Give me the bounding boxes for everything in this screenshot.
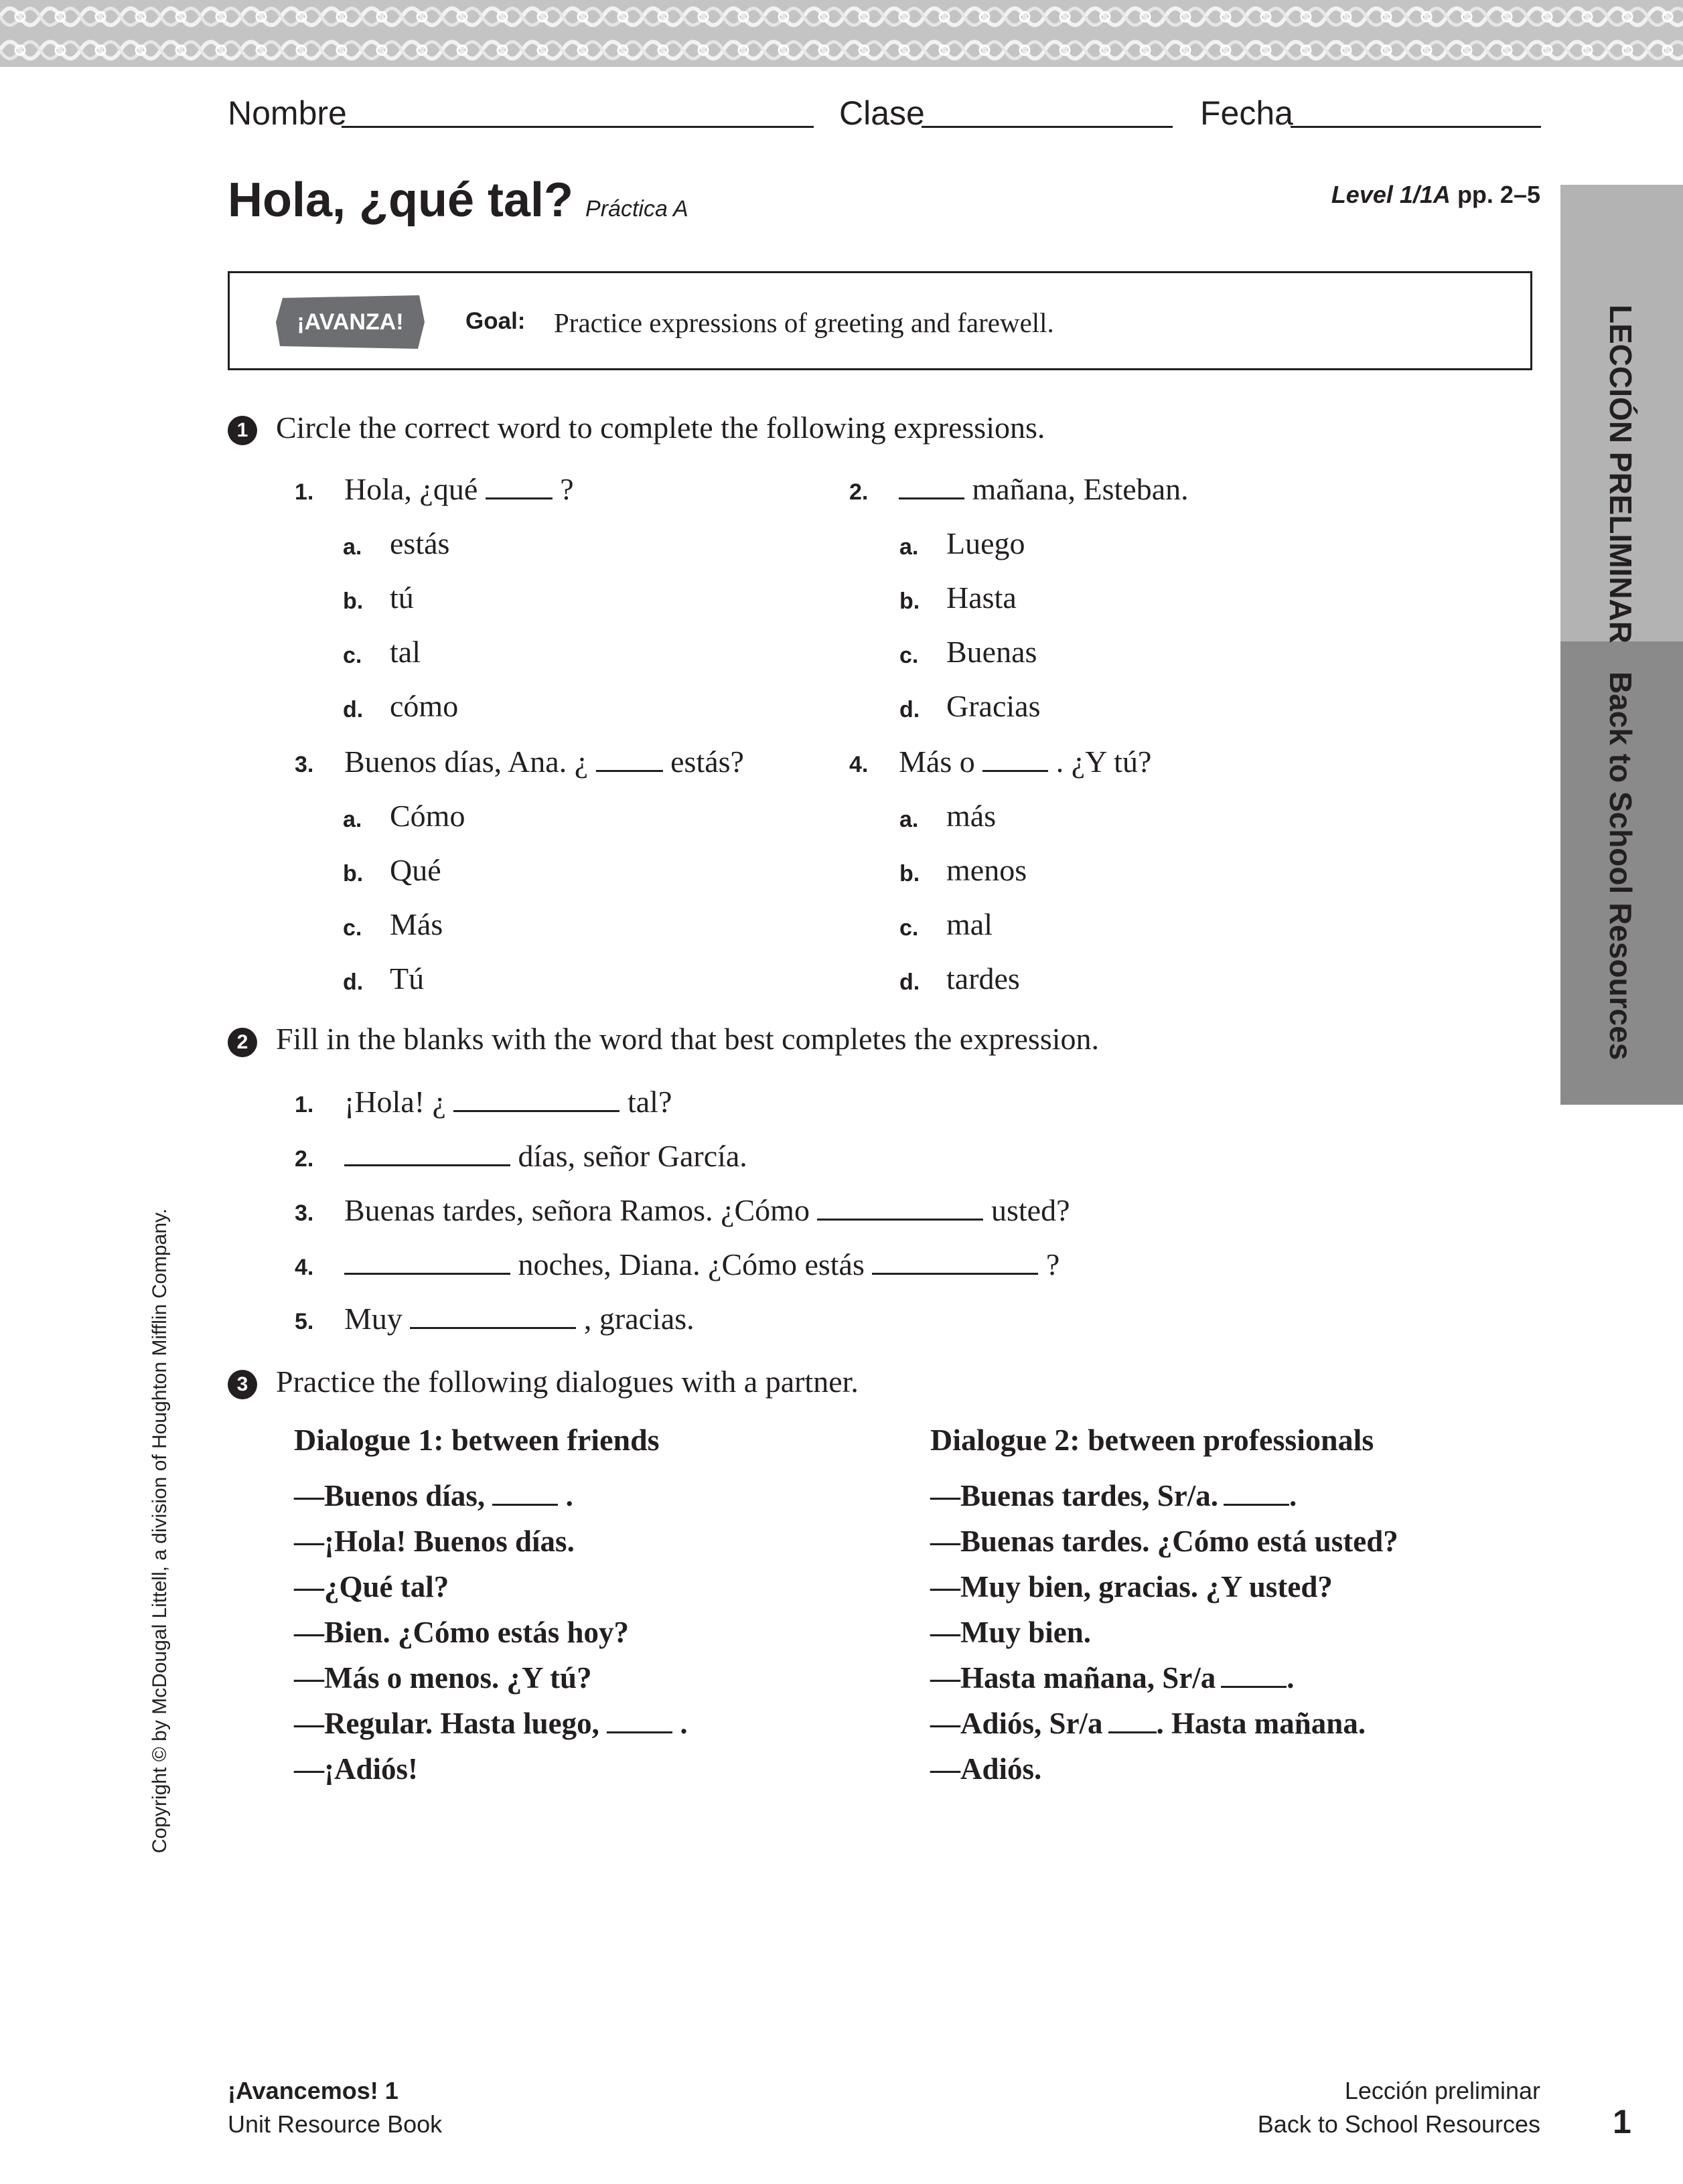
line-text: —Hasta mañana, Sr/a	[930, 1661, 1216, 1695]
item-number: 1.	[295, 1092, 314, 1117]
line-text: —Adiós, Sr/a	[930, 1707, 1103, 1740]
answer-blank[interactable]	[453, 1109, 619, 1112]
option-letter: b.	[899, 589, 920, 614]
page-title	[228, 173, 688, 228]
footer-book-subtitle: Unit Resource Book	[228, 2110, 443, 2138]
question-text	[899, 744, 1151, 779]
name-blank[interactable]	[607, 1731, 672, 1733]
question-post: . ¿Y tú?	[1055, 745, 1152, 779]
fecha-label: Fecha	[1200, 94, 1293, 132]
dialogue-line: —Más o menos. ¿Y tú?	[294, 1661, 592, 1695]
option-letter: c.	[343, 915, 362, 941]
name-blank[interactable]	[492, 1503, 558, 1506]
activity-3-number: 3	[228, 1370, 257, 1399]
dialogue-line	[294, 1706, 688, 1741]
dialogue-line: —¡Adiós!	[294, 1752, 419, 1786]
question-number: 3.	[295, 752, 314, 777]
option-text[interactable]: Hasta	[946, 580, 1017, 615]
answer-blank[interactable]	[872, 1272, 1038, 1275]
dialogue-line: —¿Qué tal?	[294, 1570, 449, 1604]
line-text: .	[680, 1707, 688, 1740]
title-subtitle: Práctica A	[585, 196, 688, 222]
side-tab-lesson-text: LECCIÓN PRELIMINAR	[1603, 305, 1638, 643]
page-number: 1	[1613, 2103, 1631, 2140]
answer-blank[interactable]	[344, 1164, 510, 1166]
activity-1-instruction: Circle the correct word to complete the following expressions.	[276, 410, 1045, 445]
copyright-notice: Copyright © by McDougal Littell, a division of Houghton Mifflin Company.	[149, 1208, 171, 1853]
dialogue-2-title: Dialogue 2: between professionals	[930, 1423, 1374, 1457]
nombre-label: Nombre	[228, 94, 347, 132]
footer-section: Back to School Resources	[1257, 2110, 1540, 2138]
option-text[interactable]: Tú	[390, 961, 425, 996]
footer-book-title: ¡Avancemos! 1	[228, 2077, 398, 2104]
item-text: ¡Hola! ¿	[344, 1085, 446, 1119]
item-text: Buenas tardes, señora Ramos. ¿Cómo	[344, 1193, 810, 1227]
option-letter: b.	[899, 861, 920, 886]
activity-3-instruction: Practice the following dialogues with a partner.	[276, 1364, 859, 1399]
item-text: días, señor García.	[518, 1139, 747, 1173]
question-number: 1.	[295, 479, 314, 505]
option-text[interactable]: cómo	[390, 689, 459, 723]
dialogue-line	[294, 1478, 573, 1513]
dialogue-1-title: Dialogue 1: between friends	[294, 1423, 660, 1457]
fill-item	[344, 1138, 747, 1174]
option-letter: a.	[343, 807, 362, 832]
title-main: Hola, ¿qué tal?	[228, 173, 574, 227]
item-number: 2.	[295, 1146, 314, 1172]
dialogue-line	[930, 1660, 1295, 1695]
item-text: , gracias.	[583, 1302, 694, 1336]
clase-field[interactable]	[922, 126, 1173, 128]
option-letter: c.	[899, 915, 919, 941]
activity-2-number: 2	[228, 1028, 257, 1057]
side-tab-section-text: Back to School Resources	[1603, 672, 1638, 1061]
dialogue-line	[930, 1706, 1366, 1741]
footer-lesson: Lección preliminar	[1344, 2077, 1540, 2104]
dialogue-line: —Bien. ¿Cómo estás hoy?	[294, 1616, 630, 1649]
dialogue-line: —Adiós.	[930, 1752, 1042, 1786]
goal-label: Goal:	[465, 308, 526, 334]
option-text[interactable]: Luego	[946, 526, 1025, 560]
decorative-banner	[0, 0, 1683, 67]
question-pre: Buenos días, Ana. ¿	[344, 745, 589, 779]
option-letter: d.	[343, 969, 364, 995]
item-text: tal?	[627, 1085, 672, 1119]
answer-blank[interactable]	[596, 769, 663, 772]
dialogue-line: —Muy bien, gracias. ¿Y usted?	[930, 1570, 1333, 1604]
option-letter: b.	[343, 861, 364, 886]
clase-label: Clase	[839, 94, 925, 132]
line-text: .	[1287, 1661, 1295, 1695]
question-post: mañana, Esteban.	[972, 472, 1189, 506]
fill-item	[344, 1192, 1070, 1228]
item-number: 5.	[295, 1309, 314, 1334]
activity-1-number: 1	[228, 416, 257, 445]
dialogue-line: —Buenas tardes. ¿Cómo está usted?	[930, 1525, 1398, 1558]
level-label: Level 1/1A	[1331, 181, 1451, 208]
option-text[interactable]: Gracias	[946, 689, 1041, 723]
option-text[interactable]: Qué	[390, 853, 441, 887]
option-letter: b.	[343, 589, 364, 614]
item-number: 3.	[295, 1200, 314, 1226]
dialogue-line: —¡Hola! Buenos días.	[294, 1525, 575, 1558]
name-blank[interactable]	[1221, 1685, 1287, 1688]
option-text[interactable]: tal	[390, 635, 421, 669]
line-text: . Hasta mañana.	[1156, 1707, 1366, 1740]
option-letter: d.	[899, 969, 920, 995]
fill-item	[344, 1247, 1059, 1282]
item-text: ?	[1045, 1247, 1060, 1281]
page-range: pp. 2–5	[1457, 181, 1540, 208]
level-reference	[1331, 181, 1540, 209]
option-letter: c.	[899, 643, 919, 668]
answer-blank[interactable]	[982, 769, 1048, 772]
question-pre: Más o	[899, 745, 975, 779]
question-post: estás?	[670, 745, 744, 779]
fill-item	[344, 1084, 672, 1119]
option-text[interactable]: Cómo	[390, 799, 465, 833]
answer-blank[interactable]	[410, 1326, 576, 1329]
name-blank[interactable]	[1224, 1503, 1289, 1506]
item-text: usted?	[991, 1193, 1070, 1227]
line-text: .	[1289, 1479, 1297, 1512]
question-number: 2.	[849, 479, 869, 505]
option-text[interactable]: Buenas	[946, 635, 1037, 669]
line-text: —Buenas tardes, Sr/a.	[930, 1479, 1219, 1512]
option-letter: d.	[343, 697, 364, 722]
activity-2-instruction: Fill in the blanks with the word that best completes the expression.	[276, 1022, 1100, 1056]
avanza-text: ¡AVANZA!	[297, 309, 404, 335]
line-text: —Buenos días,	[294, 1479, 486, 1512]
option-text[interactable]: Más	[390, 907, 443, 941]
question-text	[344, 744, 744, 779]
item-text: Muy	[344, 1302, 403, 1336]
answer-blank[interactable]	[817, 1218, 983, 1221]
answer-blank[interactable]	[486, 497, 553, 499]
name-blank[interactable]	[1108, 1731, 1157, 1733]
dialogue-line	[930, 1478, 1297, 1513]
item-number: 4.	[295, 1255, 314, 1280]
line-text: —Regular. Hasta luego,	[294, 1707, 599, 1740]
option-text[interactable]: mal	[946, 907, 993, 941]
question-text	[899, 471, 1189, 507]
option-text[interactable]: tú	[390, 580, 414, 615]
item-text: noches, Diana. ¿Cómo estás	[518, 1247, 865, 1281]
line-text: .	[565, 1479, 573, 1512]
goal-text: Practice expressions of greeting and farewell.	[554, 307, 1054, 338]
avanza-badge	[276, 295, 425, 349]
answer-blank[interactable]	[344, 1272, 510, 1275]
dialogue-line: —Muy bien.	[930, 1616, 1092, 1649]
answer-blank[interactable]	[899, 497, 964, 499]
option-text[interactable]: más	[946, 799, 997, 833]
question-number: 4.	[849, 752, 869, 777]
option-text[interactable]: menos	[946, 853, 1027, 887]
option-letter: c.	[343, 643, 362, 668]
option-text[interactable]: tardes	[946, 961, 1020, 996]
option-letter: a.	[899, 807, 919, 832]
question-post: ?	[560, 472, 574, 506]
question-text	[344, 471, 574, 507]
option-text[interactable]: estás	[390, 526, 450, 560]
option-letter: a.	[343, 534, 362, 560]
fecha-field[interactable]	[1291, 126, 1541, 128]
option-letter: a.	[899, 534, 919, 560]
nombre-field[interactable]	[342, 126, 814, 128]
fill-item	[344, 1301, 694, 1336]
question-pre: Hola, ¿qué	[344, 472, 478, 506]
option-letter: d.	[899, 697, 920, 722]
